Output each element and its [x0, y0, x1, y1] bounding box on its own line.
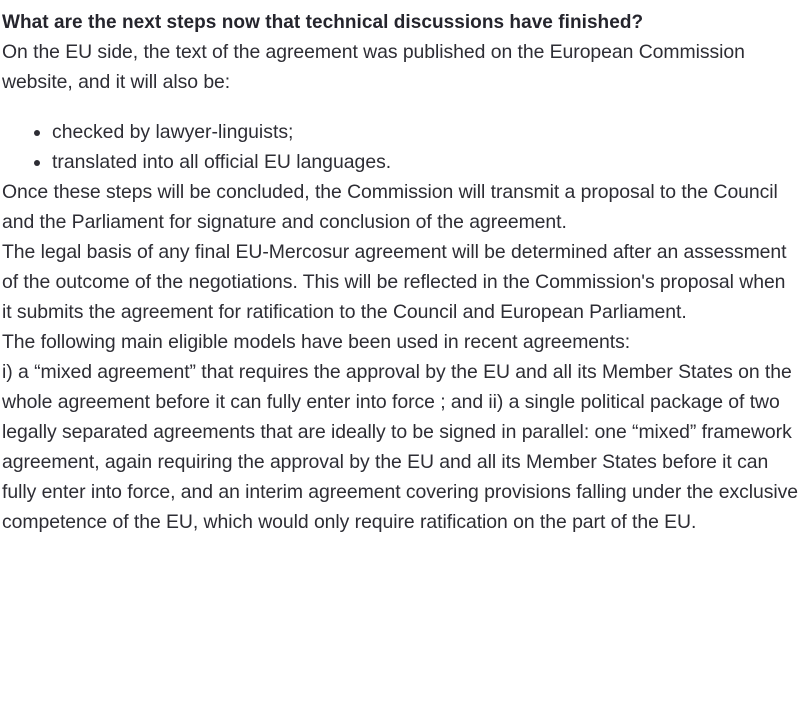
intro-paragraph: On the EU side, the text of the agreement was published on the European Commission website, and it will also be:: [2, 41, 745, 93]
faq-question-heading: What are the next steps now that technical discussions have finished?: [2, 12, 644, 33]
next-steps-list: [2, 117, 799, 177]
list-item: • translated into all official EU languages.: [52, 147, 799, 177]
transmission-paragraph: Once these steps will be concluded, the Commission will transmit a proposal to the Council and the Parliament for signature and conclusion of the agreement.: [2, 181, 778, 233]
list-item: • checked by lawyer-linguists;: [52, 117, 799, 147]
models-intro-paragraph: The following main eligible models have been used in recent agreements:: [2, 331, 631, 353]
models-description-paragraph: i) a “mixed agreement” that requires the approval by the EU and all its Member States on the whole agreement before it can fully enter into force ; and ii) a single political package of two legally separated agreements that are ideally to be signed in parallel: one “mixed” framework agreement, again requiring the approval by the EU and all its Member States before it can fully enter into force, and an interim agreement covering provisions falling under the exclusive competence of the EU, which would only require ratification on the part of the EU.: [2, 361, 799, 533]
legal-basis-paragraph: The legal basis of any final EU-Mercosur agreement will be determined after an assessment of the outcome of the negotiations. This will be reflected in the Commission's proposal when it submits the agreement for ratification to the Council and European Parliament.: [2, 241, 787, 323]
